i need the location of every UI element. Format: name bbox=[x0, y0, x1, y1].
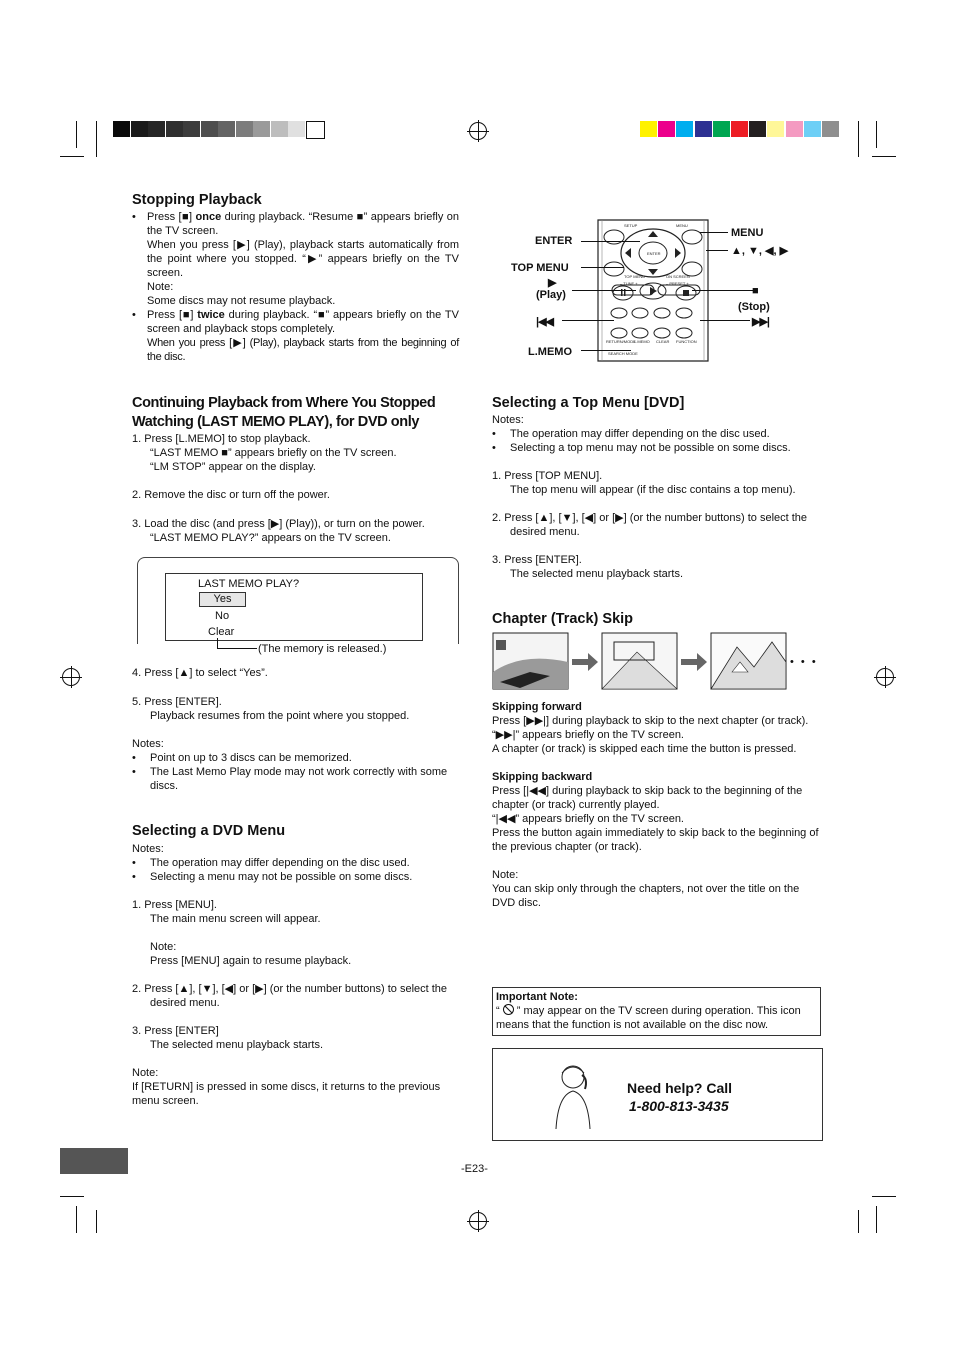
svg-text:FUNCTION: FUNCTION bbox=[676, 339, 697, 344]
crosshair-icon bbox=[876, 668, 894, 686]
continuation-dots: • • • bbox=[790, 656, 818, 668]
svg-text:CLEAR: CLEAR bbox=[656, 339, 670, 344]
svg-text:– PRESET +: – PRESET + bbox=[666, 281, 689, 286]
skip-forward-icon: ▶▶| bbox=[752, 316, 769, 328]
svg-text:ENTER: ENTER bbox=[647, 251, 661, 256]
prohibited-icon bbox=[503, 1004, 514, 1015]
svg-text:L.MEMO: L.MEMO bbox=[634, 339, 650, 344]
label-lmemo: L.MEMO bbox=[528, 346, 572, 358]
color-swatch bbox=[767, 121, 784, 137]
gray-swatch bbox=[183, 121, 200, 137]
color-swatch bbox=[676, 121, 693, 137]
label-top-menu: TOP MENU bbox=[511, 262, 569, 274]
section-title: Selecting a Top Menu [DVD] bbox=[492, 395, 685, 411]
gray-swatch bbox=[201, 121, 218, 137]
osd-title: LAST MEMO PLAY? bbox=[198, 578, 300, 590]
color-swatch bbox=[731, 121, 748, 137]
gray-swatch bbox=[306, 121, 325, 139]
osd-menu-box bbox=[165, 573, 423, 641]
section-title: Selecting a DVD Menu bbox=[132, 823, 286, 839]
color-swatch bbox=[713, 121, 730, 137]
section-title: Chapter (Track) Skip bbox=[492, 611, 634, 627]
gray-swatch bbox=[271, 121, 288, 137]
label-menu: MENU bbox=[731, 227, 764, 239]
color-swatch bbox=[749, 121, 766, 137]
color-swatch bbox=[640, 121, 657, 137]
label-arrows: ▲, ▼, ◀, ▶ bbox=[731, 245, 789, 257]
svg-text:SEARCH MODE: SEARCH MODE bbox=[608, 351, 638, 356]
gray-swatch bbox=[113, 121, 130, 137]
osd-option-no[interactable]: No bbox=[215, 610, 230, 622]
support-person-icon bbox=[548, 1059, 598, 1131]
chapter-skip-illustration bbox=[492, 632, 832, 692]
help-phone: 1-800-813-3435 bbox=[629, 1098, 729, 1114]
svg-text:– TUNE +: – TUNE + bbox=[620, 281, 638, 286]
section-title: Stopping Playback bbox=[132, 192, 262, 208]
stop-icon: ■ bbox=[752, 285, 759, 297]
svg-text:MENU: MENU bbox=[676, 223, 688, 228]
page-number: -E23- bbox=[461, 1163, 488, 1175]
play-icon: ▶ bbox=[548, 277, 557, 289]
gray-swatch bbox=[131, 121, 148, 137]
help-text: Need help? Call bbox=[627, 1080, 733, 1096]
label-stop: (Stop) bbox=[738, 301, 770, 313]
color-swatch bbox=[786, 121, 803, 137]
gray-swatch bbox=[148, 121, 165, 137]
help-box bbox=[492, 1048, 823, 1141]
gray-swatch bbox=[236, 121, 253, 137]
skip-back-icon: |◀◀ bbox=[536, 316, 553, 328]
section-title: Continuing Playback from Where You Stopped Watching (LAST MEMO PLAY), for DVD only bbox=[132, 395, 436, 430]
crosshair-icon bbox=[469, 1212, 487, 1230]
gray-swatch bbox=[166, 121, 183, 137]
crosshair-icon bbox=[62, 668, 80, 686]
important-note-box: Important Note: “ ” may appear on the TV screen during operation. This icon means that the function is not available on the disc now. bbox=[492, 987, 821, 1036]
crosshair-icon bbox=[469, 122, 487, 140]
page-tab bbox=[60, 1148, 128, 1174]
gray-swatch bbox=[288, 121, 305, 137]
color-swatch bbox=[695, 121, 712, 137]
svg-text:TOP MENU: TOP MENU bbox=[624, 274, 645, 279]
color-swatch bbox=[822, 121, 839, 137]
svg-text:RETURN/MODE: RETURN/MODE bbox=[606, 339, 636, 344]
label-play: (Play) bbox=[536, 289, 566, 301]
osd-callout: (The memory is released.) bbox=[258, 643, 387, 655]
label-enter: ENTER bbox=[535, 235, 573, 247]
gray-swatch bbox=[253, 121, 270, 137]
color-swatch bbox=[804, 121, 821, 137]
osd-option-clear[interactable]: Clear bbox=[208, 626, 235, 638]
color-swatch bbox=[658, 121, 675, 137]
svg-text:ON SCREEN: ON SCREEN bbox=[666, 274, 690, 279]
osd-option-yes[interactable]: Yes bbox=[199, 592, 246, 607]
svg-text:SETUP: SETUP bbox=[624, 223, 638, 228]
gray-swatch bbox=[218, 121, 235, 137]
